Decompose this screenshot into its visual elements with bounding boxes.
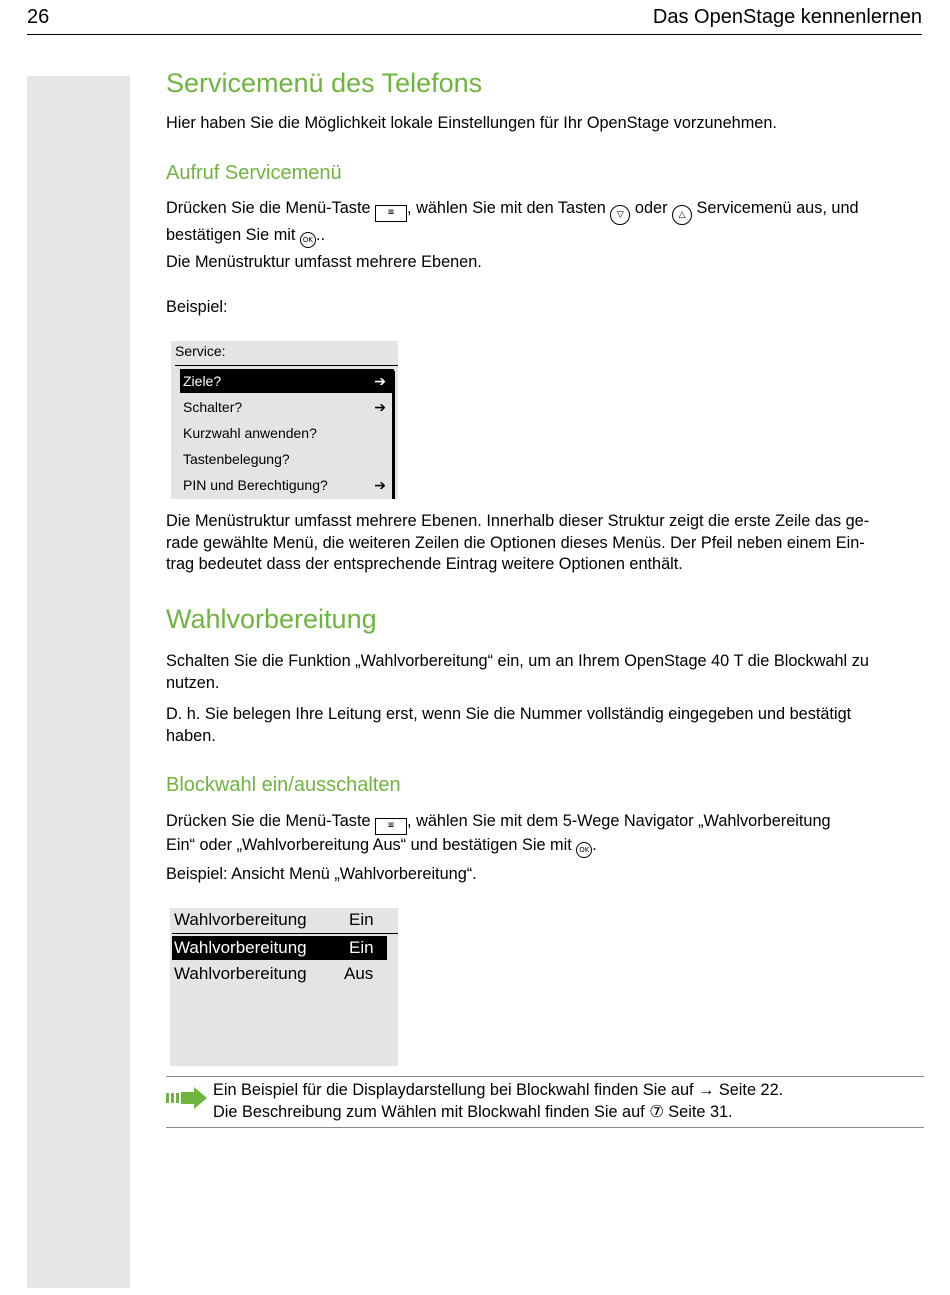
text-fragment: , wählen Sie mit dem 5-Wege Navigator „Wahlvorbereitung — [407, 812, 831, 830]
text-fragment: Servicemenü aus, und — [692, 199, 859, 217]
call-instructions — [166, 198, 924, 248]
text-fragment: oder — [630, 199, 673, 217]
menu-item-schalter[interactable] — [180, 395, 394, 419]
option-label: Wahlvorbereitung — [174, 964, 307, 983]
note-line-2: Die Beschreibung zum Wählen mit Blockwahl finden Sie auf ⑦ Seite 31. — [213, 1103, 733, 1121]
example-label-wahl: Beispiel: Ansicht Menü „Wahlvorbereitung“. — [166, 865, 477, 883]
nav-down-key-icon: △ — [672, 205, 692, 225]
menu-item-label: PIN und Berechtigung? — [183, 477, 328, 493]
menu-item-pin[interactable] — [180, 473, 394, 497]
nav-up-key-icon: ▽ — [610, 205, 630, 225]
subheading-aufruf: Aufruf Servicemenü — [166, 162, 342, 184]
ok-key-icon: OK — [576, 842, 592, 858]
text-line: haben. — [166, 726, 216, 745]
text-line: Schalten Sie die Funktion „Wahlvorbereitung“ ein, um an Ihrem OpenStage 40 T die Blockwahl zu — [166, 652, 869, 670]
menu-key-icon: ≡ — [375, 818, 407, 835]
option-value: Ein — [349, 938, 374, 957]
text-line: nutzen. — [166, 673, 220, 692]
menu-key-icon: ≡ — [375, 205, 407, 222]
display-title-value: Ein — [349, 910, 374, 929]
structure-paragraph — [166, 511, 924, 576]
text-fragment: bestätigen Sie mit — [166, 226, 300, 244]
text-fragment: , wählen Sie mit den Tasten — [407, 199, 611, 217]
intro-paragraph: Hier haben Sie die Möglichkeit lokale Einstellungen für Ihr OpenStage vorzunehmen. — [166, 114, 777, 132]
menu-item-label: Tastenbelegung? — [183, 451, 290, 467]
ok-key-icon: OK — [300, 232, 316, 248]
menu-item-label: Kurzwahl anwenden? — [183, 425, 317, 441]
text-line: rade gewählte Menü, die weiteren Zeilen die Optionen dieses Menüs. Der Pfeil neben einem Ein- — [166, 533, 865, 552]
wahl-para-2 — [166, 704, 924, 747]
margin-sidebar — [27, 76, 130, 1288]
chapter-title: Das OpenStage kennenlernen — [652, 6, 922, 28]
note-line-1: Ein Beispiel für die Displaydarstellung bei Blockwahl finden Sie auf → Seite 22. — [213, 1081, 784, 1099]
menu-item-ziele[interactable] — [180, 369, 394, 393]
option-label: Wahlvorbereitung — [174, 938, 307, 957]
example-label: Beispiel: — [166, 298, 228, 316]
option-ein[interactable] — [172, 936, 387, 960]
text-line: D. h. Sie belegen Ihre Leitung erst, wenn Sie die Nummer vollständig eingegeben und bestätigt — [166, 705, 852, 723]
text-fragment: .. — [315, 226, 326, 244]
menu-item-label: Ziele? — [183, 373, 222, 389]
display-divider — [175, 365, 398, 366]
text-fragment: . — [592, 836, 597, 854]
structure-short: Die Menüstruktur umfasst mehrere Ebenen. — [166, 253, 482, 271]
arrow-right-icon: ➔ — [374, 373, 386, 389]
menu-item-kurzwahl[interactable] — [180, 421, 394, 445]
display-title: Service: — [175, 343, 226, 359]
text-fragment: Ein“ oder „Wahlvorbereitung Aus“ und bestätigen Sie mit — [166, 836, 577, 854]
section-heading-wahlvorbereitung: Wahlvorbereitung — [166, 604, 377, 634]
text-fragment: Drücken Sie die Menü-Taste — [166, 199, 376, 217]
text-fragment: Drücken Sie die Menü-Taste — [166, 812, 376, 830]
wahl-para-1 — [166, 651, 924, 694]
block-instructions — [166, 811, 924, 858]
menu-item-tastenbelegung[interactable] — [180, 447, 394, 471]
option-aus[interactable] — [172, 962, 387, 986]
display-title-label: Wahlvorbereitung — [174, 910, 307, 929]
option-value: Aus — [344, 964, 374, 983]
service-menu-display — [171, 341, 398, 499]
page-number: 26 — [27, 6, 50, 28]
menu-item-label: Schalter? — [183, 399, 243, 415]
display-divider — [172, 933, 398, 934]
wahlvorbereitung-display — [170, 908, 398, 1066]
arrow-right-icon: ➔ — [374, 399, 386, 415]
text-line: Die Menüstruktur umfasst mehrere Ebenen. Innerhalb dieser Struktur zeigt die erste Zeile das ge- — [166, 512, 870, 530]
display-title-row — [172, 908, 387, 932]
text-line: trag bedeutet dass der entsprechende Eintrag weitere Optionen enthält. — [166, 555, 683, 573]
page-header — [27, 6, 922, 35]
arrow-right-icon: ➔ — [374, 477, 386, 493]
note-arrow-icon — [166, 1087, 208, 1109]
note-box — [166, 1076, 924, 1128]
section-heading-servicemenu: Servicemenü des Telefons — [166, 68, 483, 98]
subheading-blockwahl: Blockwahl ein/ausschalten — [166, 774, 401, 796]
